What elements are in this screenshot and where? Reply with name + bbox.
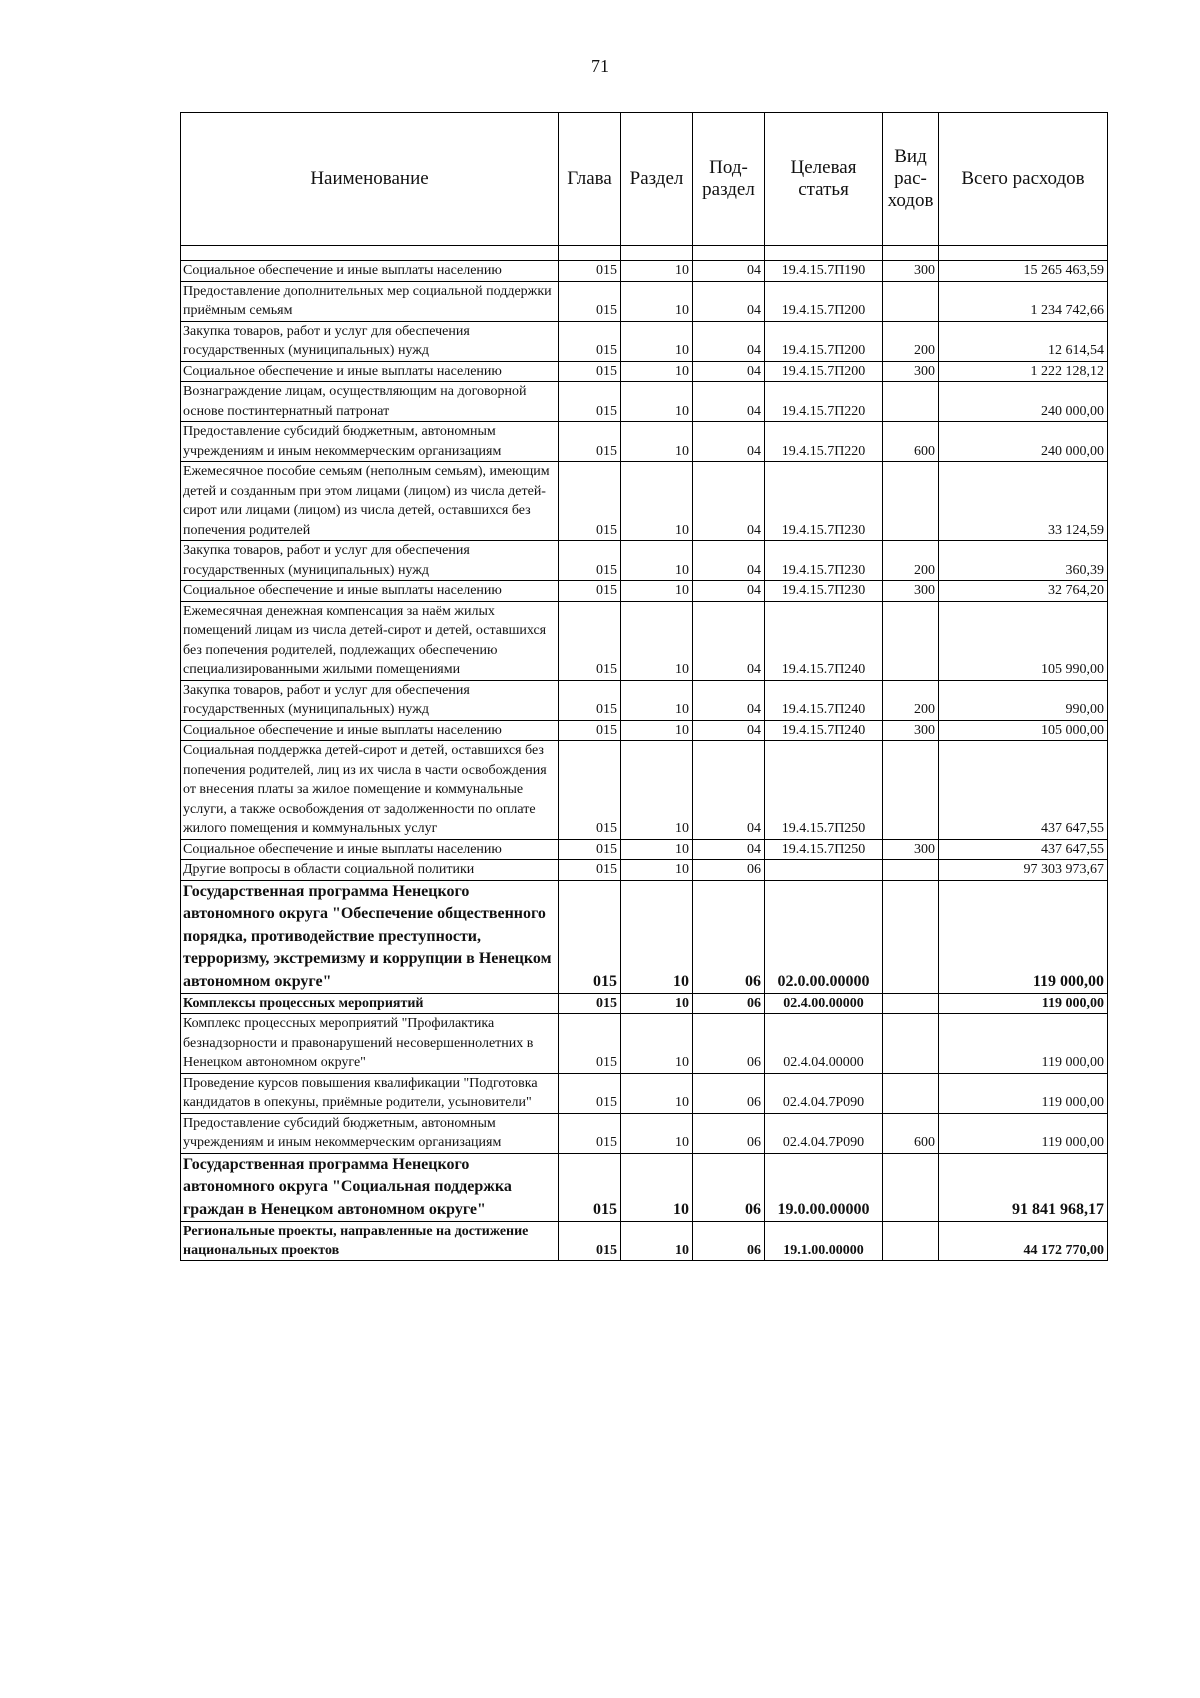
cell-tselevaya: 19.4.15.7П200	[765, 361, 883, 382]
cell-glava: 015	[559, 880, 621, 994]
cell-razdel: 10	[621, 422, 693, 462]
cell-razdel: 10	[621, 281, 693, 321]
cell-name: Комплекс процессных мероприятий "Профилактика безнадзорности и правонарушений несовершеннолетних в Ненецком автономном округе"	[181, 1014, 559, 1074]
cell-total: 97 303 973,67	[939, 860, 1108, 881]
cell-name: Социальное обеспечение и иные выплаты населению	[181, 581, 559, 602]
cell-total: 1 222 128,12	[939, 361, 1108, 382]
cell-podrazdel: 04	[693, 541, 765, 581]
cell-vid	[883, 1153, 939, 1222]
cell-name: Социальное обеспечение и иные выплаты населению	[181, 720, 559, 741]
table-row	[181, 720, 1108, 741]
cell-vid	[883, 601, 939, 680]
table-row	[181, 321, 1108, 361]
table-row	[181, 581, 1108, 602]
cell-razdel: 10	[621, 1073, 693, 1113]
cell-vid: 200	[883, 541, 939, 581]
cell-vid	[883, 382, 939, 422]
cell-tselevaya: 19.4.15.7П240	[765, 720, 883, 741]
cell-total: 105 000,00	[939, 720, 1108, 741]
cell-tselevaya: 19.4.15.7П230	[765, 581, 883, 602]
cell-glava: 015	[559, 1153, 621, 1222]
cell-podrazdel: 04	[693, 462, 765, 541]
cell-tselevaya: 19.4.15.7П200	[765, 321, 883, 361]
cell-razdel: 10	[621, 1113, 693, 1153]
cell-podrazdel: 06	[693, 1113, 765, 1153]
cell-vid	[883, 1222, 939, 1261]
cell-name: Предоставление дополнительных мер социальной поддержки приёмным семьям	[181, 281, 559, 321]
cell-razdel: 10	[621, 462, 693, 541]
cell-vid: 300	[883, 361, 939, 382]
table-row	[181, 601, 1108, 680]
cell-podrazdel: 04	[693, 601, 765, 680]
cell-name: Предоставление субсидий бюджетным, автономным учреждениям и иным некоммерческим организациям	[181, 422, 559, 462]
cell-podrazdel: 06	[693, 880, 765, 994]
cell-podrazdel: 06	[693, 860, 765, 881]
cell-tselevaya	[765, 860, 883, 881]
cell-total: 990,00	[939, 680, 1108, 720]
header-name: Наименование	[181, 113, 559, 246]
cell-total: 240 000,00	[939, 422, 1108, 462]
cell-glava: 015	[559, 994, 621, 1014]
cell-podrazdel: 04	[693, 680, 765, 720]
cell-razdel: 10	[621, 1153, 693, 1222]
cell-vid: 600	[883, 1113, 939, 1153]
cell-tselevaya: 19.4.15.7П200	[765, 281, 883, 321]
cell-tselevaya: 02.4.04.7Р090	[765, 1073, 883, 1113]
cell-podrazdel: 04	[693, 839, 765, 860]
cell-podrazdel: 06	[693, 1073, 765, 1113]
cell-total: 15 265 463,59	[939, 261, 1108, 282]
cell-vid	[883, 1014, 939, 1074]
cell-glava: 015	[559, 1113, 621, 1153]
cell-podrazdel: 04	[693, 422, 765, 462]
header-vid: Вид рас-ходов	[883, 113, 939, 246]
cell-name: Предоставление субсидий бюджетным, автономным учреждениям и иным некоммерческим организациям	[181, 1113, 559, 1153]
table-header-row	[181, 113, 1108, 246]
cell-podrazdel: 04	[693, 321, 765, 361]
cell-name: Закупка товаров, работ и услуг для обеспечения государственных (муниципальных) нужд	[181, 541, 559, 581]
cell-tselevaya: 02.0.00.00000	[765, 880, 883, 994]
cell-total: 360,39	[939, 541, 1108, 581]
cell-glava: 015	[559, 261, 621, 282]
cell-name: Региональные проекты, направленные на достижение национальных проектов	[181, 1222, 559, 1261]
cell-podrazdel: 04	[693, 281, 765, 321]
cell-name: Ежемесячная денежная компенсация за наём жилых помещений лицам из числа детей-сирот и детей, оставшихся без попечения родителей, подлежащих обеспечению специализированными жилыми помещениями	[181, 601, 559, 680]
cell-razdel: 10	[621, 741, 693, 840]
cell-vid	[883, 880, 939, 994]
cell-glava: 015	[559, 1073, 621, 1113]
table-row	[181, 261, 1108, 282]
cell-podrazdel: 04	[693, 720, 765, 741]
cell-razdel: 10	[621, 321, 693, 361]
cell-vid	[883, 860, 939, 881]
header-glava: Глава	[559, 113, 621, 246]
cell-tselevaya: 02.4.04.00000	[765, 1014, 883, 1074]
cell-vid	[883, 462, 939, 541]
table-row	[181, 361, 1108, 382]
cell-total: 119 000,00	[939, 994, 1108, 1014]
cell-razdel: 10	[621, 839, 693, 860]
table-row	[181, 422, 1108, 462]
cell-name: Социальное обеспечение и иные выплаты населению	[181, 839, 559, 860]
cell-tselevaya: 19.4.15.7П240	[765, 601, 883, 680]
cell-vid	[883, 1073, 939, 1113]
table-row	[181, 462, 1108, 541]
cell-tselevaya: 19.4.15.7П220	[765, 382, 883, 422]
table-row	[181, 1073, 1108, 1113]
cell-razdel: 10	[621, 1014, 693, 1074]
cell-podrazdel: 06	[693, 1153, 765, 1222]
cell-razdel: 10	[621, 541, 693, 581]
cell-vid	[883, 741, 939, 840]
cell-name: Социальное обеспечение и иные выплаты населению	[181, 361, 559, 382]
cell-name: Закупка товаров, работ и услуг для обеспечения государственных (муниципальных) нужд	[181, 321, 559, 361]
table-row	[181, 994, 1108, 1014]
cell-vid: 200	[883, 680, 939, 720]
cell-tselevaya: 19.4.15.7П250	[765, 741, 883, 840]
table-spacer-row	[181, 246, 1108, 261]
cell-tselevaya: 19.4.15.7П250	[765, 839, 883, 860]
cell-vid: 300	[883, 261, 939, 282]
cell-tselevaya: 19.4.15.7П230	[765, 541, 883, 581]
cell-name: Государственная программа Ненецкого автономного округа "Обеспечение общественного порядка, противодействие преступности, терроризму, экстремизму и коррупции в Ненецком автономном округе"	[181, 880, 559, 994]
table-row	[181, 281, 1108, 321]
page-number: 71	[591, 56, 609, 76]
cell-glava: 015	[559, 1014, 621, 1074]
cell-vid: 300	[883, 839, 939, 860]
cell-tselevaya: 19.4.15.7П220	[765, 422, 883, 462]
cell-tselevaya: 19.4.15.7П230	[765, 462, 883, 541]
cell-glava: 015	[559, 680, 621, 720]
cell-name: Вознаграждение лицам, осуществляющим на договорной основе постинтернатный патронат	[181, 382, 559, 422]
cell-podrazdel: 04	[693, 741, 765, 840]
table-row	[181, 680, 1108, 720]
cell-name: Ежемесячное пособие семьям (неполным семьям), имеющим детей и созданным при этом лицами (лицом) из числа детей-сирот или лицами (лицом) из числа детей, оставшихся без попечения родителей	[181, 462, 559, 541]
cell-name: Проведение курсов повышения квалификации "Подготовка кандидатов в опекуны, приёмные родители, усыновители"	[181, 1073, 559, 1113]
cell-glava: 015	[559, 601, 621, 680]
cell-razdel: 10	[621, 680, 693, 720]
cell-glava: 015	[559, 1222, 621, 1261]
cell-razdel: 10	[621, 382, 693, 422]
cell-total: 119 000,00	[939, 1014, 1108, 1074]
cell-tselevaya: 02.4.04.7Р090	[765, 1113, 883, 1153]
table-row	[181, 541, 1108, 581]
cell-podrazdel: 06	[693, 994, 765, 1014]
cell-podrazdel: 04	[693, 382, 765, 422]
cell-glava: 015	[559, 839, 621, 860]
cell-razdel: 10	[621, 880, 693, 994]
cell-total: 44 172 770,00	[939, 1222, 1108, 1261]
cell-name: Социальная поддержка детей-сирот и детей, оставшихся без попечения родителей, лиц из их числа в части освобождения от внесения платы за жилое помещение и коммунальные услуги, а также освобождения от задолженности по оплате жилого помещения и коммунальных услуг	[181, 741, 559, 840]
cell-razdel: 10	[621, 261, 693, 282]
cell-vid: 600	[883, 422, 939, 462]
cell-name: Закупка товаров, работ и услуг для обеспечения государственных (муниципальных) нужд	[181, 680, 559, 720]
cell-razdel: 10	[621, 581, 693, 602]
cell-razdel: 10	[621, 994, 693, 1014]
cell-tselevaya: 19.1.00.00000	[765, 1222, 883, 1261]
cell-podrazdel: 04	[693, 361, 765, 382]
cell-name: Комплексы процессных мероприятий	[181, 994, 559, 1014]
cell-glava: 015	[559, 321, 621, 361]
cell-glava: 015	[559, 541, 621, 581]
header-razdel: Раздел	[621, 113, 693, 246]
table-row	[181, 741, 1108, 840]
cell-total: 437 647,55	[939, 741, 1108, 840]
header-tselevaya: Целевая статья	[765, 113, 883, 246]
cell-razdel: 10	[621, 601, 693, 680]
cell-glava: 015	[559, 860, 621, 881]
table-row	[181, 1153, 1108, 1222]
table-row	[181, 1222, 1108, 1261]
table-row	[181, 839, 1108, 860]
cell-glava: 015	[559, 720, 621, 741]
cell-tselevaya: 02.4.00.00000	[765, 994, 883, 1014]
cell-razdel: 10	[621, 1222, 693, 1261]
cell-glava: 015	[559, 581, 621, 602]
cell-total: 119 000,00	[939, 880, 1108, 994]
cell-total: 105 990,00	[939, 601, 1108, 680]
budget-table	[180, 112, 1108, 1261]
table-row	[181, 880, 1108, 994]
cell-tselevaya: 19.4.15.7П190	[765, 261, 883, 282]
cell-name: Другие вопросы в области социальной политики	[181, 860, 559, 881]
cell-total: 240 000,00	[939, 382, 1108, 422]
cell-glava: 015	[559, 462, 621, 541]
cell-glava: 015	[559, 281, 621, 321]
cell-podrazdel: 06	[693, 1014, 765, 1074]
cell-name: Государственная программа Ненецкого автономного округа "Социальная поддержка граждан в Ненецком автономном округе"	[181, 1153, 559, 1222]
cell-name: Социальное обеспечение и иные выплаты населению	[181, 261, 559, 282]
cell-glava: 015	[559, 382, 621, 422]
cell-vid	[883, 281, 939, 321]
table-row	[181, 382, 1108, 422]
table-row	[181, 860, 1108, 881]
cell-total: 1 234 742,66	[939, 281, 1108, 321]
cell-podrazdel: 06	[693, 1222, 765, 1261]
cell-total: 119 000,00	[939, 1113, 1108, 1153]
cell-glava: 015	[559, 741, 621, 840]
cell-podrazdel: 04	[693, 261, 765, 282]
table-row	[181, 1014, 1108, 1074]
cell-total: 32 764,20	[939, 581, 1108, 602]
cell-razdel: 10	[621, 720, 693, 741]
cell-total: 437 647,55	[939, 839, 1108, 860]
cell-vid	[883, 994, 939, 1014]
header-total: Всего расходов	[939, 113, 1108, 246]
cell-vid: 300	[883, 720, 939, 741]
cell-vid: 200	[883, 321, 939, 361]
cell-tselevaya: 19.0.00.00000	[765, 1153, 883, 1222]
cell-glava: 015	[559, 422, 621, 462]
table-body	[181, 246, 1108, 1261]
cell-razdel: 10	[621, 361, 693, 382]
cell-total: 91 841 968,17	[939, 1153, 1108, 1222]
cell-vid: 300	[883, 581, 939, 602]
cell-razdel: 10	[621, 860, 693, 881]
cell-podrazdel: 04	[693, 581, 765, 602]
table-row	[181, 1113, 1108, 1153]
cell-tselevaya: 19.4.15.7П240	[765, 680, 883, 720]
cell-total: 12 614,54	[939, 321, 1108, 361]
cell-glava: 015	[559, 361, 621, 382]
cell-total: 33 124,59	[939, 462, 1108, 541]
cell-total: 119 000,00	[939, 1073, 1108, 1113]
header-podrazdel: Под-раздел	[693, 113, 765, 246]
